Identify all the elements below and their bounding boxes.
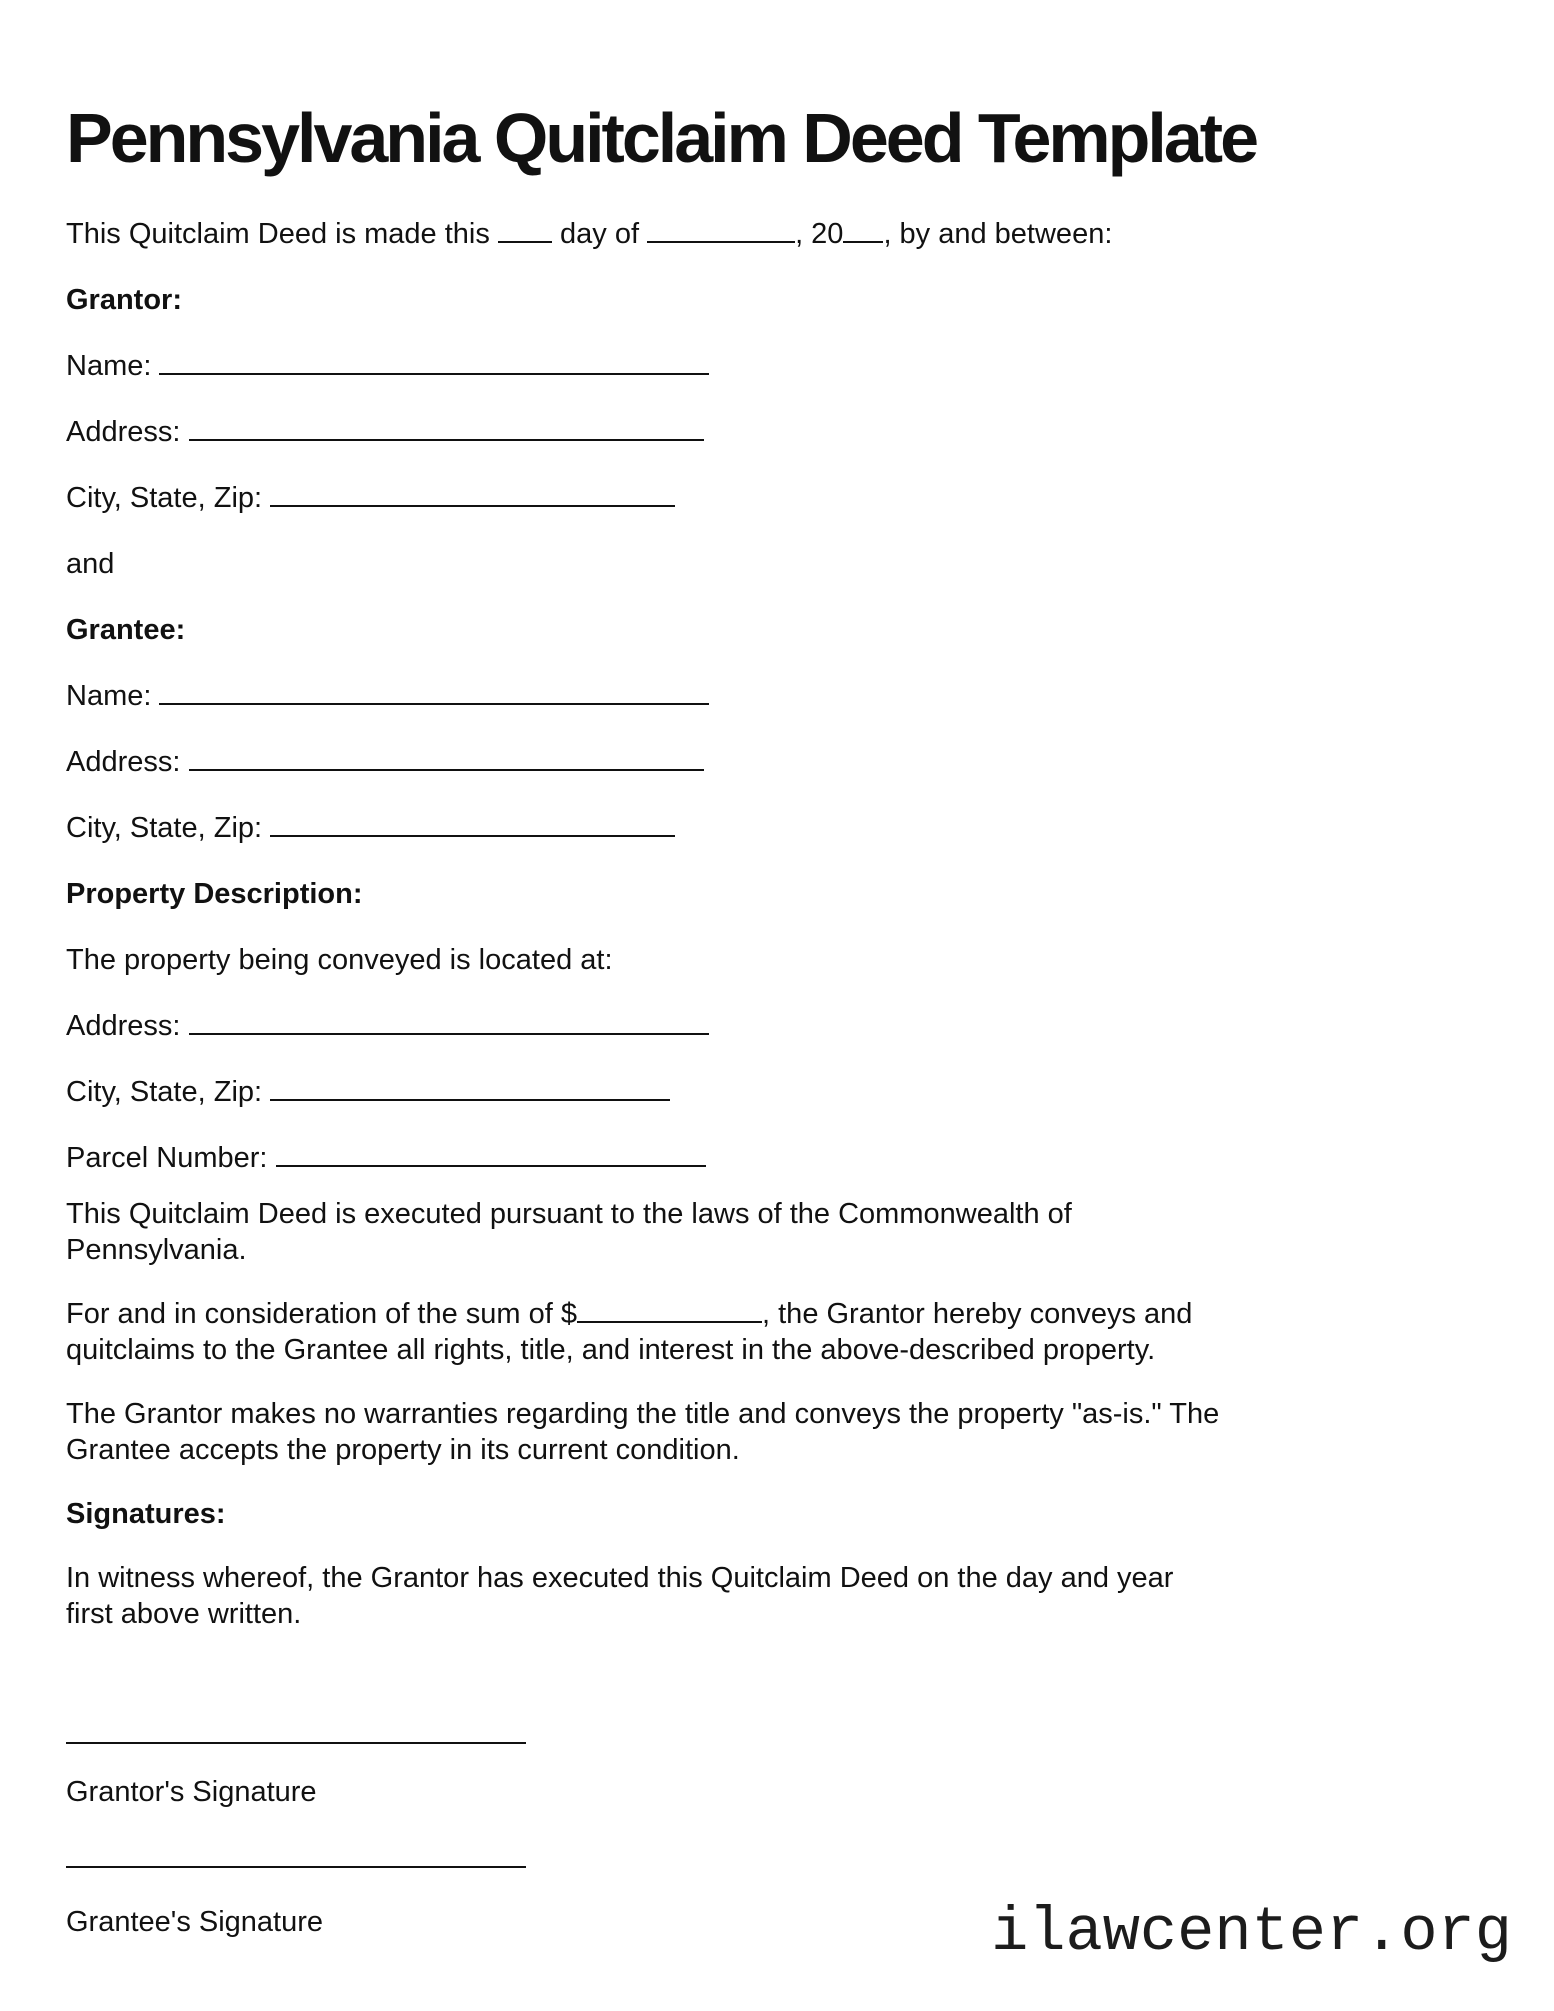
property-address-label: Address: bbox=[66, 1010, 181, 1042]
parcel-number-blank bbox=[276, 1147, 706, 1167]
signatures-heading: Signatures: bbox=[66, 1498, 226, 1530]
property-address-row bbox=[66, 1008, 1490, 1044]
conjunction-line: and bbox=[66, 548, 115, 580]
grantee-signature-line bbox=[66, 1832, 526, 1868]
law-paragraph-line-2: Pennsylvania. bbox=[66, 1234, 247, 1266]
intro-text-2: day of bbox=[560, 218, 639, 250]
grantor-name-label: Name: bbox=[66, 350, 152, 382]
grantor-name-blank bbox=[159, 355, 709, 375]
grantor-city-label: City, State, Zip: bbox=[66, 482, 263, 514]
grantor-name-row bbox=[66, 348, 1490, 384]
grantee-heading: Grantee: bbox=[66, 614, 186, 646]
page-title: Pennsylvania Quitclaim Deed Template bbox=[66, 99, 1257, 177]
month-blank bbox=[647, 223, 795, 243]
consideration-line-2: quitclaims to the Grantee all rights, title, and interest in the above-described property. bbox=[66, 1334, 1156, 1366]
witness-line-1: In witness whereof, the Grantor has executed this Quitclaim Deed on the day and year bbox=[66, 1562, 1174, 1594]
grantor-city-blank bbox=[270, 487, 675, 507]
grantee-address-row bbox=[66, 744, 1490, 780]
grantee-name-label: Name: bbox=[66, 680, 152, 712]
law-paragraph bbox=[66, 1196, 1490, 1268]
property-description-heading: Property Description: bbox=[66, 878, 363, 910]
grantor-address-row bbox=[66, 414, 1490, 450]
intro-text-4: , by and between: bbox=[883, 218, 1113, 250]
intro-line bbox=[66, 216, 1490, 252]
year-blank bbox=[843, 223, 883, 243]
grantee-name-blank bbox=[159, 685, 709, 705]
consideration-text-1: For and in consideration of the sum of $ bbox=[66, 1298, 578, 1330]
witness-paragraph bbox=[66, 1560, 1490, 1632]
footer-watermark: ilawcenter.org bbox=[991, 1897, 1512, 1968]
grantor-heading: Grantor: bbox=[66, 284, 182, 316]
consideration-line-1 bbox=[66, 1296, 1490, 1332]
consideration-paragraph bbox=[66, 1296, 1490, 1368]
warranty-line-1: The Grantor makes no warranties regarding the title and conveys the property "as-is." The bbox=[66, 1398, 1220, 1430]
parcel-number-row bbox=[66, 1140, 1490, 1176]
grantor-signature-label: Grantor's Signature bbox=[66, 1776, 317, 1808]
grantee-address-label: Address: bbox=[66, 746, 181, 778]
warranty-line-2: Grantee accepts the property in its current condition. bbox=[66, 1434, 740, 1466]
grantee-city-blank bbox=[270, 817, 675, 837]
intro-text-1: This Quitclaim Deed is made this bbox=[66, 218, 490, 250]
grantee-signature-label: Grantee's Signature bbox=[66, 1906, 324, 1938]
grantee-city-label: City, State, Zip: bbox=[66, 812, 263, 844]
property-city-blank bbox=[270, 1081, 670, 1101]
grantor-city-row bbox=[66, 480, 1490, 516]
grantee-city-row bbox=[66, 810, 1490, 846]
law-paragraph-line-1: This Quitclaim Deed is executed pursuant to the laws of the Commonwealth of bbox=[66, 1198, 1072, 1230]
day-blank bbox=[498, 223, 552, 243]
grantor-address-label: Address: bbox=[66, 416, 181, 448]
property-city-label: City, State, Zip: bbox=[66, 1076, 263, 1108]
grantee-name-row bbox=[66, 678, 1490, 714]
grantee-address-blank bbox=[189, 751, 704, 771]
grantor-address-blank bbox=[189, 421, 704, 441]
consideration-text-2: , the Grantor hereby conveys and bbox=[762, 1298, 1193, 1330]
property-city-row bbox=[66, 1074, 1490, 1110]
parcel-number-label: Parcel Number: bbox=[66, 1142, 268, 1174]
grantor-signature-line bbox=[66, 1708, 526, 1744]
witness-line-2: first above written. bbox=[66, 1598, 302, 1630]
intro-text-3: , 20 bbox=[795, 218, 844, 250]
warranty-paragraph bbox=[66, 1396, 1490, 1468]
sum-blank bbox=[577, 1303, 762, 1323]
property-address-blank bbox=[189, 1015, 709, 1035]
property-located-line: The property being conveyed is located at: bbox=[66, 944, 613, 976]
